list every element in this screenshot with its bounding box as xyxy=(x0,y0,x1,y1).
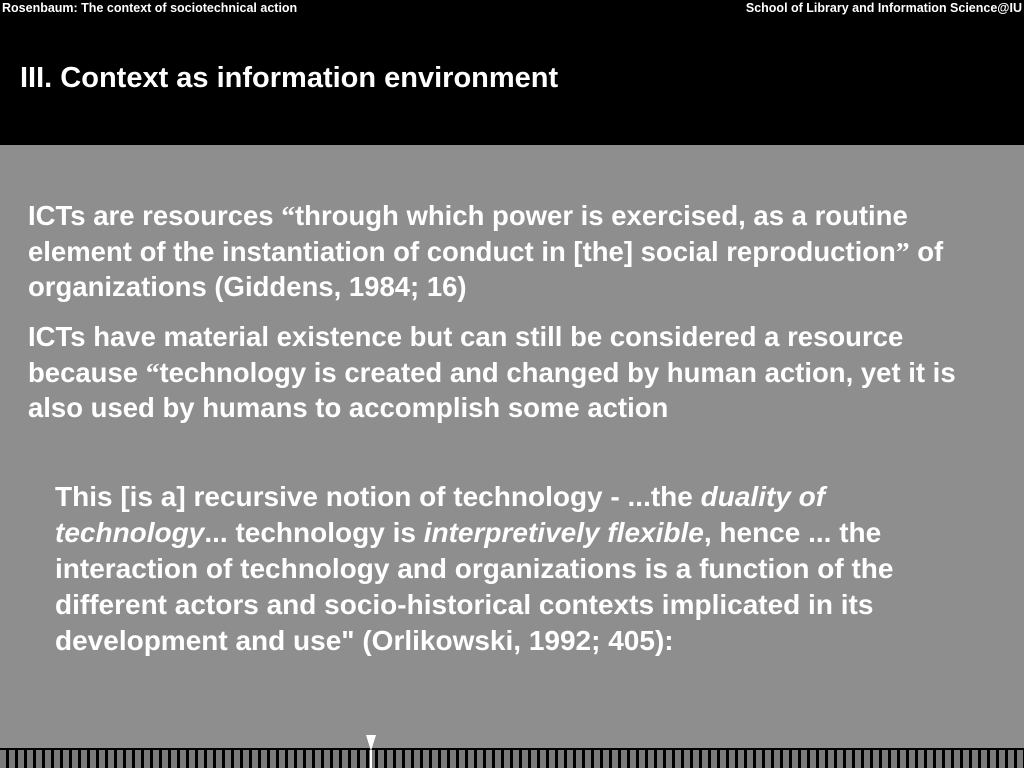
paragraph-material-existence xyxy=(28,319,1003,426)
p3-text-a: This [is a] recursive notion of technology - ...the xyxy=(55,481,701,512)
p3-text-b: ... technology is xyxy=(204,517,424,548)
p2-text-a: ICTs have material existence but can still be considered a resource because xyxy=(28,321,904,388)
p3-italic-flexible: interpretively flexible xyxy=(423,517,704,548)
paragraph-orlikowski-quote xyxy=(55,479,995,659)
slide-title: III. Context as information environment xyxy=(20,62,559,94)
institution-label: School of Library and Information Science@IU xyxy=(745,1,1022,15)
paragraph-giddens xyxy=(28,198,1003,305)
progress-marker-icon[interactable] xyxy=(366,735,376,751)
presentation-author-title: Rosenbaum: The context of sociotechnical action xyxy=(2,1,298,15)
p2-open-quote: “ xyxy=(145,356,160,388)
p1-text-b: through which power is exercised, as a routine element of the instantiation of conduct in [the] social reproduction xyxy=(28,200,908,267)
p2-text-b: technology is created and changed by human action, yet it is also used by humans to accomplish some action xyxy=(28,356,956,423)
p1-close-quote: ” xyxy=(895,235,910,267)
slide-content-area xyxy=(0,145,1024,748)
p1-text-a: ICTs are resources xyxy=(28,200,282,231)
progress-position-line xyxy=(370,750,372,768)
header-bar xyxy=(0,0,1024,18)
slide-progress-bar[interactable] xyxy=(0,750,1024,768)
p1-text-c: of organizations (Giddens, 1984; 16) xyxy=(28,235,944,302)
p3-text-c: , hence ... the interaction of technology and organizations is a function of the different actors and socio-historical contexts implicated in its development and use" (Orlikowski, 1992; 405): xyxy=(55,517,894,656)
p1-open-quote: “ xyxy=(281,200,295,231)
p3-italic-duality: duality of technology xyxy=(55,481,826,548)
